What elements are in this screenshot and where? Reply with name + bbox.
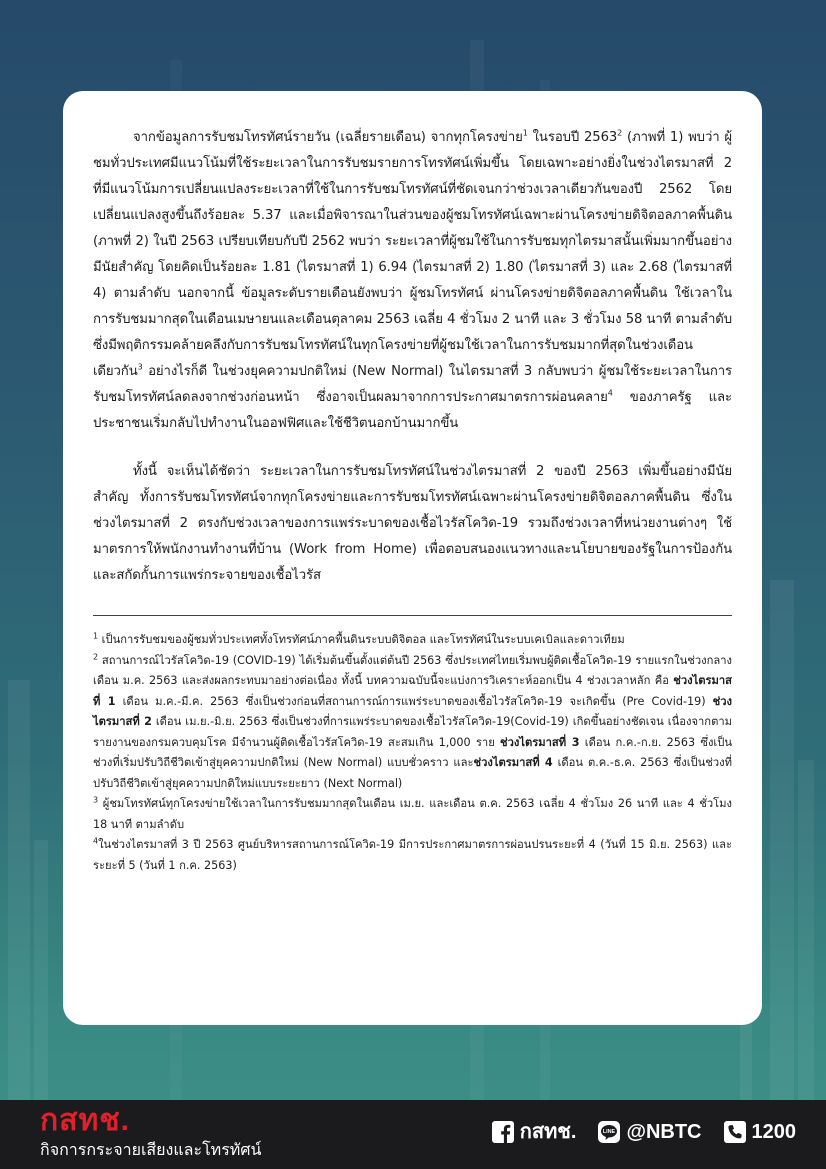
contact-list (492, 1120, 796, 1144)
footnote-marker: 3 (137, 362, 143, 372)
bold-term: ช่วงไตรมาสที่ 4 (473, 756, 553, 769)
nbtc-logo: กสทช. (40, 1104, 130, 1137)
text-run: จากข้อมูลการรับชมโทรทัศน์รายวัน (เฉลี่ยรายเดือน) จากทุกโครงข่าย (133, 130, 523, 145)
footnote-marker: 3 (93, 795, 99, 805)
text-run: ของภาครัฐ และประชาชนเริ่มกลับไปทำงานในออฟฟิศและใช้ชีวิตนอกบ้านมากขึ้น (93, 390, 733, 431)
facebook-icon (492, 1121, 514, 1143)
body-paragraph-1 (93, 125, 732, 437)
phone-icon (724, 1121, 746, 1143)
text-run: (ภาพที่ 1) พบว่า ผู้ชมทั่วประเทศมีแนวโน้มที่ใช้ระยะเวลาในการรับชมรายการโทรทัศน์เพิ่มขึ้น โดยเฉพาะอย่างยิ่งในช่วงไตรมาสที่ 2 ที่มีแนวโน้มการเปลี่ยนแปลงระยะเวลาที่ใช้ในการรับชมโทรทัศน์ที่ชัดเจนกว่าช่วงเวลาเดียวกันของปี 2562 โดยเปลี่ยนแปลงสูงขึ้นถึงร้อยละ 5.37 และเมื่อพิจารณาในส่วนของผู้ชมโทรทัศน์เฉพาะผ่านโครงข่ายดิจิตอลภาคพื้นดิน (ภาพที่ 2) ในปี 2563 เปรียบเทียบกับปี 2562 พบว่า ระยะเวลาที่ผู้ชมใช้ในการรับชมทุกไตรมาสนั้นเพิ่มมากขึ้นอย่างมีนัยสำคัญ โดยคิดเป็นร้อยละ 1.81 (ไตรมาสที่ 1) 6.94 (ไตรมาสที่ 2) 1.80 (ไตรมาสที่ 3) และ 2.68 (ไตรมาสที่ 4) ตามลำดับ นอกจากนี้ ข้อมูลระดับรายเดือนยังพบว่า ผู้ชมโทรทัศน์ ผ่านโครงข่ายดิจิตอลภาคพื้นดิน ใช้เวลาในการรับชมมากสุดในเดือนเมษายนและเดือนตุลาคม 2563 เฉลี่ย 4 ชั่วโมง 2 นาที และ 3 ชั่วโมง 58 นาที ตามลำดับ ซึ่งมีพฤติกรรมคล้ายคลึงกับการรับชมโทรทัศน์ในทุกโครงข่ายที่ผู้ชมใช้เวลาในการรับชมมากที่สุดในช่วงเดือนเดียวกัน (93, 130, 732, 379)
hotline-contact[interactable] (724, 1120, 797, 1144)
line-label: @NBTC (626, 1121, 702, 1143)
bold-term: ช่วงไตรมาสที่ 1 (93, 674, 732, 708)
text-run: ผู้ชมโทรทัศน์ทุกโครงข่ายใช้เวลาในการรับชมมากสุดในเดือน เม.ย. และเดือน ต.ค. 2563 เฉลี่ย 4 ชั่วโมง 26 นาที และ 4 ชั่วโมง 18 นาที ตามลำดับ (93, 797, 732, 831)
text-run: เดือน เม.ย.-มิ.ย. 2563 ซึ่งเป็นช่วงที่การแพร่ระบาดของเชื้อไวรัสโควิด-19(Covid-19) เกิดขึ้นอย่างชัดเจน เนื่องจากตามรายงานของกรมควบคุมโรค มีจำนวนผู้ติดเชื้อไวรัสโควิด-19 สะสมเกิน 1,000 ราย (93, 715, 732, 749)
text-run: สถานการณ์ไวรัสโควิด-19 (COVID-19) ได้เริ่มต้นขึ้นตั้งแต่ต้นปี 2563 ซึ่งประเทศไทยเริ่มพบผู้ติดเชื้อโควิด-19 รายแรกในช่วงกลางเดือน ม.ค. 2563 และส่งผลกระทบมาอย่างต่อเนื่อง ทั้งนี้ บทความฉบับนี้จะแบ่งการวิเคราะห์ออกเป็น 4 ช่วงเวลาหลัก คือ (93, 653, 732, 687)
text-run: เดือน ต.ค.-ธ.ค. 2563 ซึ่งเป็นช่วงที่ปรับวิถีชีวิตเข้าสู่ยุคความปกติใหม่แบบระยะยาว (Next Normal) (93, 756, 732, 790)
facebook-label: กสทช. (519, 1121, 577, 1143)
content-card (63, 91, 762, 1025)
footnote-1 (93, 630, 732, 651)
body-paragraph-2 (93, 459, 732, 589)
text-run: เดือน ก.ค.-ก.ย. 2563 ซึ่งเป็นช่วงที่เริ่มปรับวิถีชีวิตเข้าสู่ยุคความปกติใหม่ (New Normal) แบบชั่วคราว และ (93, 735, 733, 769)
footnote-marker: 1 (522, 128, 528, 138)
footnote-marker: 4 (607, 388, 613, 398)
facebook-contact[interactable] (492, 1120, 577, 1144)
line-icon (598, 1121, 620, 1143)
bold-term: ช่วงไตรมาสที่ 3 (500, 735, 580, 749)
footnote-4 (93, 835, 732, 876)
text-run: ในช่วงไตรมาสที่ 3 ปี 2563 ศูนย์บริหารสถานการณ์โควิด-19 มีการประกาศมาตรการผ่อนปรนระยะที่ 4 (วันที่ 15 มิ.ย. 2563) และระยะที่ 5 (วันที่ 1 ก.ค. 2563) (93, 838, 732, 872)
brand-subtitle: กิจการกระจายเสียงและโทรทัศน์ (40, 1140, 262, 1159)
text-run: อย่างไรก็ดี ในช่วงยุคความปกติใหม่ (New Normal) ในไตรมาสที่ 3 กลับพบว่า ผู้ชมใช้ระยะเวลาในการรับชมโทรทัศน์ลดลงจากช่วงก่อนหน้า ซึ่งอาจเป็นผลมาจากการประกาศมาตรการผ่อนคลาย (93, 364, 732, 405)
footnote-divider (93, 615, 732, 616)
footnote-marker: 1 (93, 631, 99, 641)
footnote-marker: 4 (93, 836, 99, 846)
text-run: ในรอบปี 2563 (527, 130, 618, 145)
footnote-3 (93, 794, 732, 835)
text-run: เป็นการรับชมของผู้ชมทั่วประเทศทั้งโทรทัศน์ภาคพื้นดินระบบดิจิตอล และโทรทัศน์ในระบบเคเบิลและดาวเทียม (98, 633, 625, 646)
footnote-marker: 2 (617, 128, 623, 138)
text-run: ทั้งนี้ จะเห็นได้ชัดว่า ระยะเวลาในการรับชมโทรทัศน์ในช่วงไตรมาสที่ 2 ของปี 2563 เพิ่มขึ้นอย่างมีนัยสำคัญ ทั้งการรับชมโทรทัศน์จากทุกโครงข่ายและการรับชมโทรทัศน์เฉพาะผ่านโครงข่ายดิจิตอลภาคพื้นดิน ซึ่งในช่วงไตรมาสที่ 2 ตรงกับช่วงเวลาของการแพร่ระบาดของเชื้อไวรัสโควิด-19 รวมถึงช่วงเวลาที่หน่วยงานต่างๆ ใช้มาตรการให้พนักงานทำงานที่บ้าน (Work from Home) เพื่อตอบสนองแนวทางและนโยบายของรัฐในการป้องกันและสกัดกั้นการแพร่กระจายของเชื้อไวรัส (93, 464, 732, 583)
footnote-2 (93, 651, 732, 795)
line-contact[interactable] (598, 1120, 701, 1144)
nbtc-brand (40, 1105, 261, 1161)
text-run: เดือน ม.ค.-มี.ค. 2563 ซึ่งเป็นช่วงก่อนที่สถานการณ์การแพร่ระบาดของเชื้อไวรัสโควิด-19 จะเกิดขึ้น (Pre Covid-19) (115, 694, 713, 708)
footer-bar (0, 1100, 826, 1169)
bold-term: ช่วงไตรมาสที่ 2 (93, 694, 732, 728)
footnote-marker: 2 (93, 651, 99, 661)
svg-text:LINE: LINE (603, 1129, 616, 1136)
hotline-label: 1200 (751, 1121, 796, 1143)
